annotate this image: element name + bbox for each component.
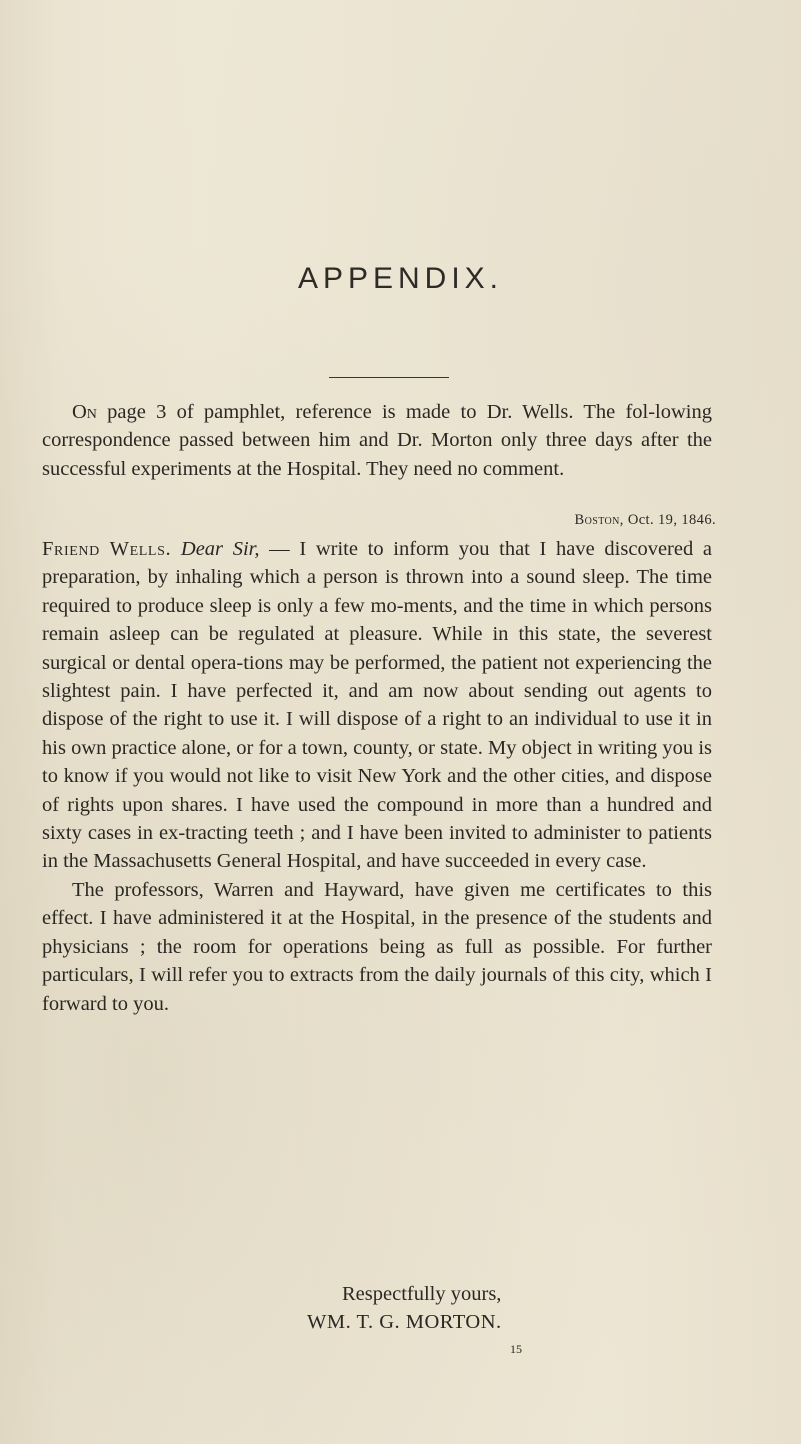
letter-body-text: — I write to inform you that I have discovered a preparation, by inhaling which a person is thrown into a sound sleep. The time required to produce sleep is only a few mo-ments, and the time in which persons remain asleep can be regulated at pleasure. While in this state, the severest surgical or dental opera-tions may be performed, the patient not experiencing the slightest pain. I have perfected it, and am now about sending out agents to dispose of the right to use it. I will dispose of a right to an individual to use it in his own practice alone, or for a town, county, or state. My object in writing you is to know if you would not like to visit New York and the other cities, and dispose of rights upon shares. I have used the compound in more than a hundred and sixty cases in ex-tracting teeth ; and I have been invited to administer to patients in the Massachusetts General Hospital, and have succeeded in every case. [42, 538, 712, 873]
title-divider [329, 377, 449, 378]
dateline-place: Boston, [574, 512, 624, 528]
letter-body [42, 535, 712, 1018]
letter-greeting: Dear Sir, [180, 538, 260, 560]
letter-salutation: Friend Wells. [42, 538, 172, 560]
letter-closing: Respectfully yours, [342, 1283, 502, 1305]
intro-paragraph [42, 398, 712, 483]
letter-paragraph-2: The professors, Warren and Hayward, have given me certificates to this effect. I have administered it at the Hospital, in the presence of the students and physicians ; the room for operations being as full as possible. For further particulars, I will refer you to extracts from the daily journals of this city, which I forward to you. [42, 878, 712, 1015]
intro-text: page 3 of pamphlet, reference is made to Dr. Wells. The fol-lowing correspondence passed between him and Dr. Morton only three days after the successful experiments at the Hospital. They need no comment. [42, 401, 712, 480]
intro-lead-word: On [72, 401, 97, 423]
letter-signature: WM. T. G. MORTON. [307, 1311, 502, 1333]
dateline-date: Oct. 19, 1846. [623, 512, 716, 528]
letter-paragraph-1 [42, 535, 712, 876]
page-title: APPENDIX. [297, 262, 504, 295]
letter-dateline [575, 512, 716, 529]
page-number: 15 [510, 1342, 522, 1356]
